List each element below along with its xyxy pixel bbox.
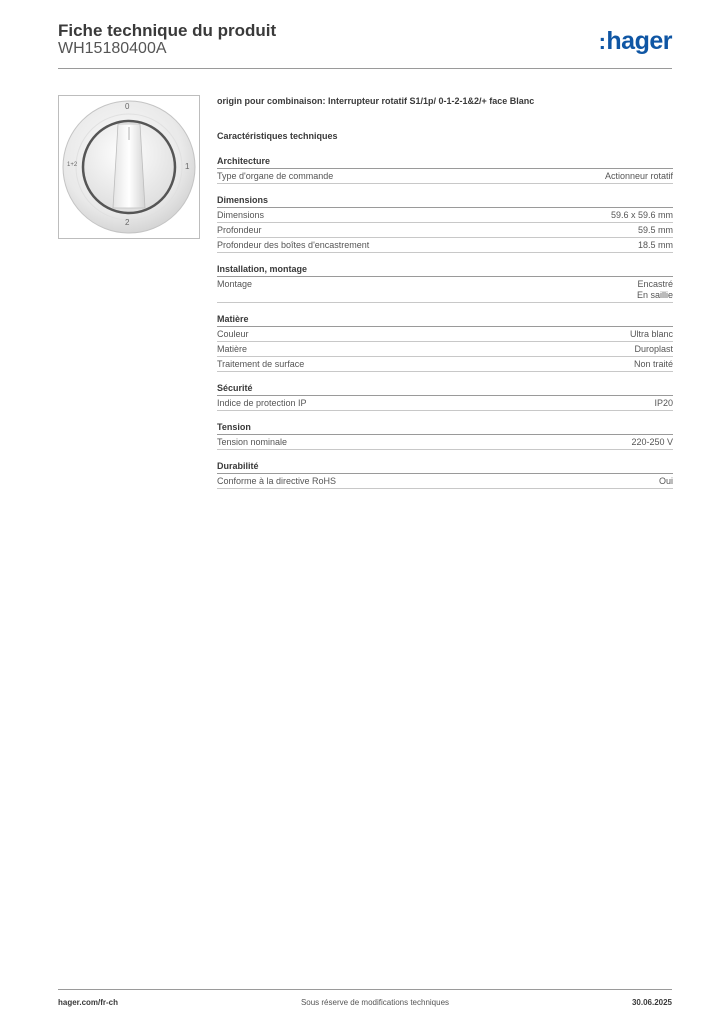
spec-label: Indice de protection IP	[217, 398, 307, 408]
spec-label: Montage	[217, 279, 253, 289]
spec-group-title: Installation, montage	[217, 264, 673, 277]
spec-label: Type d'organe de commande	[217, 171, 334, 181]
spec-group	[217, 264, 673, 303]
spec-label: Profondeur	[217, 225, 262, 235]
spec-value: Duroplast	[634, 344, 673, 354]
logo-text: hager	[606, 27, 672, 55]
rotary-switch-icon	[59, 96, 199, 238]
spec-value-cell	[630, 329, 673, 340]
spec-row	[217, 238, 673, 253]
product-code: WH15180400A	[58, 40, 167, 57]
page-title: Fiche technique du produit	[58, 21, 277, 40]
spec-value-cell	[605, 171, 673, 182]
product-description: origin pour combinaison: Interrupteur rotatif S1/1p/ 0-1-2-1&2/+ face Blanc	[217, 96, 535, 106]
spec-value: Oui	[658, 476, 673, 486]
spec-value: Actionneur rotatif	[604, 171, 673, 181]
spec-row	[217, 223, 673, 238]
spec-row	[217, 277, 673, 303]
spec-value-cell	[659, 476, 673, 487]
spec-row	[217, 327, 673, 342]
spec-value: 220-250 V	[631, 437, 673, 447]
spec-group-title: Tension	[217, 422, 673, 435]
spec-group	[217, 383, 673, 411]
spec-value: Non traité	[633, 359, 673, 369]
spec-group-title: Dimensions	[217, 195, 673, 208]
spec-row	[217, 396, 673, 411]
spec-group-title: Matière	[217, 314, 673, 327]
hager-logo	[599, 27, 672, 56]
spec-row	[217, 435, 673, 450]
spec-label: Profondeur des boîtes d'encastrement	[217, 240, 370, 250]
spec-label: Dimensions	[217, 210, 265, 220]
spec-row	[217, 474, 673, 489]
dial-label-left: 1+2	[67, 162, 78, 168]
dial-label-top: 0	[125, 102, 130, 111]
spec-value: Ultra blanc	[629, 329, 673, 339]
spec-value-cell	[654, 398, 673, 409]
spec-group-title: Durabilité	[217, 461, 673, 474]
spec-row	[217, 357, 673, 372]
spec-row	[217, 169, 673, 184]
spec-group-title: Sécurité	[217, 383, 673, 396]
spec-label: Conforme à la directive RoHS	[217, 476, 337, 486]
spec-group	[217, 461, 673, 489]
tech-specs-heading: Caractéristiques techniques	[217, 131, 338, 141]
spec-value-cell	[634, 359, 673, 370]
spec-content	[217, 96, 673, 500]
spec-value: Encastré	[637, 279, 673, 289]
spec-value-cell	[638, 240, 673, 251]
footer-website: hager.com/fr-ch	[58, 998, 119, 1007]
spec-group	[217, 422, 673, 450]
spec-group	[217, 314, 673, 372]
spec-label: Matière	[217, 344, 248, 354]
spec-value: 59.5 mm	[637, 225, 673, 235]
dial-label-bottom: 2	[125, 218, 130, 227]
spec-value-cell	[637, 279, 673, 301]
dial-label-right: 1	[185, 162, 190, 171]
spec-value: 59.6 x 59.6 mm	[610, 210, 673, 220]
spec-value: En saillie	[636, 290, 673, 300]
logo-colon-icon: :	[598, 29, 606, 54]
product-image	[58, 95, 200, 239]
spec-group	[217, 195, 673, 253]
spec-value-cell	[611, 210, 673, 221]
spec-group-title: Architecture	[217, 156, 673, 169]
spec-row	[217, 342, 673, 357]
spec-label: Tension nominale	[217, 437, 288, 447]
footer-divider	[58, 989, 672, 990]
footer-notice: Sous réserve de modifications techniques	[300, 998, 450, 1007]
spec-value: 18.5 mm	[637, 240, 673, 250]
spec-value-cell	[631, 437, 673, 448]
spec-label: Couleur	[217, 329, 249, 339]
spec-group	[217, 156, 673, 184]
header-divider	[58, 68, 672, 69]
footer-date: 30.06.2025	[631, 998, 672, 1007]
spec-label: Traitement de surface	[217, 359, 305, 369]
spec-value-cell	[638, 225, 673, 236]
page-footer	[58, 998, 672, 1007]
spec-value-cell	[634, 344, 673, 355]
spec-value: IP20	[654, 398, 673, 408]
spec-row	[217, 208, 673, 223]
spec-groups	[217, 156, 673, 489]
